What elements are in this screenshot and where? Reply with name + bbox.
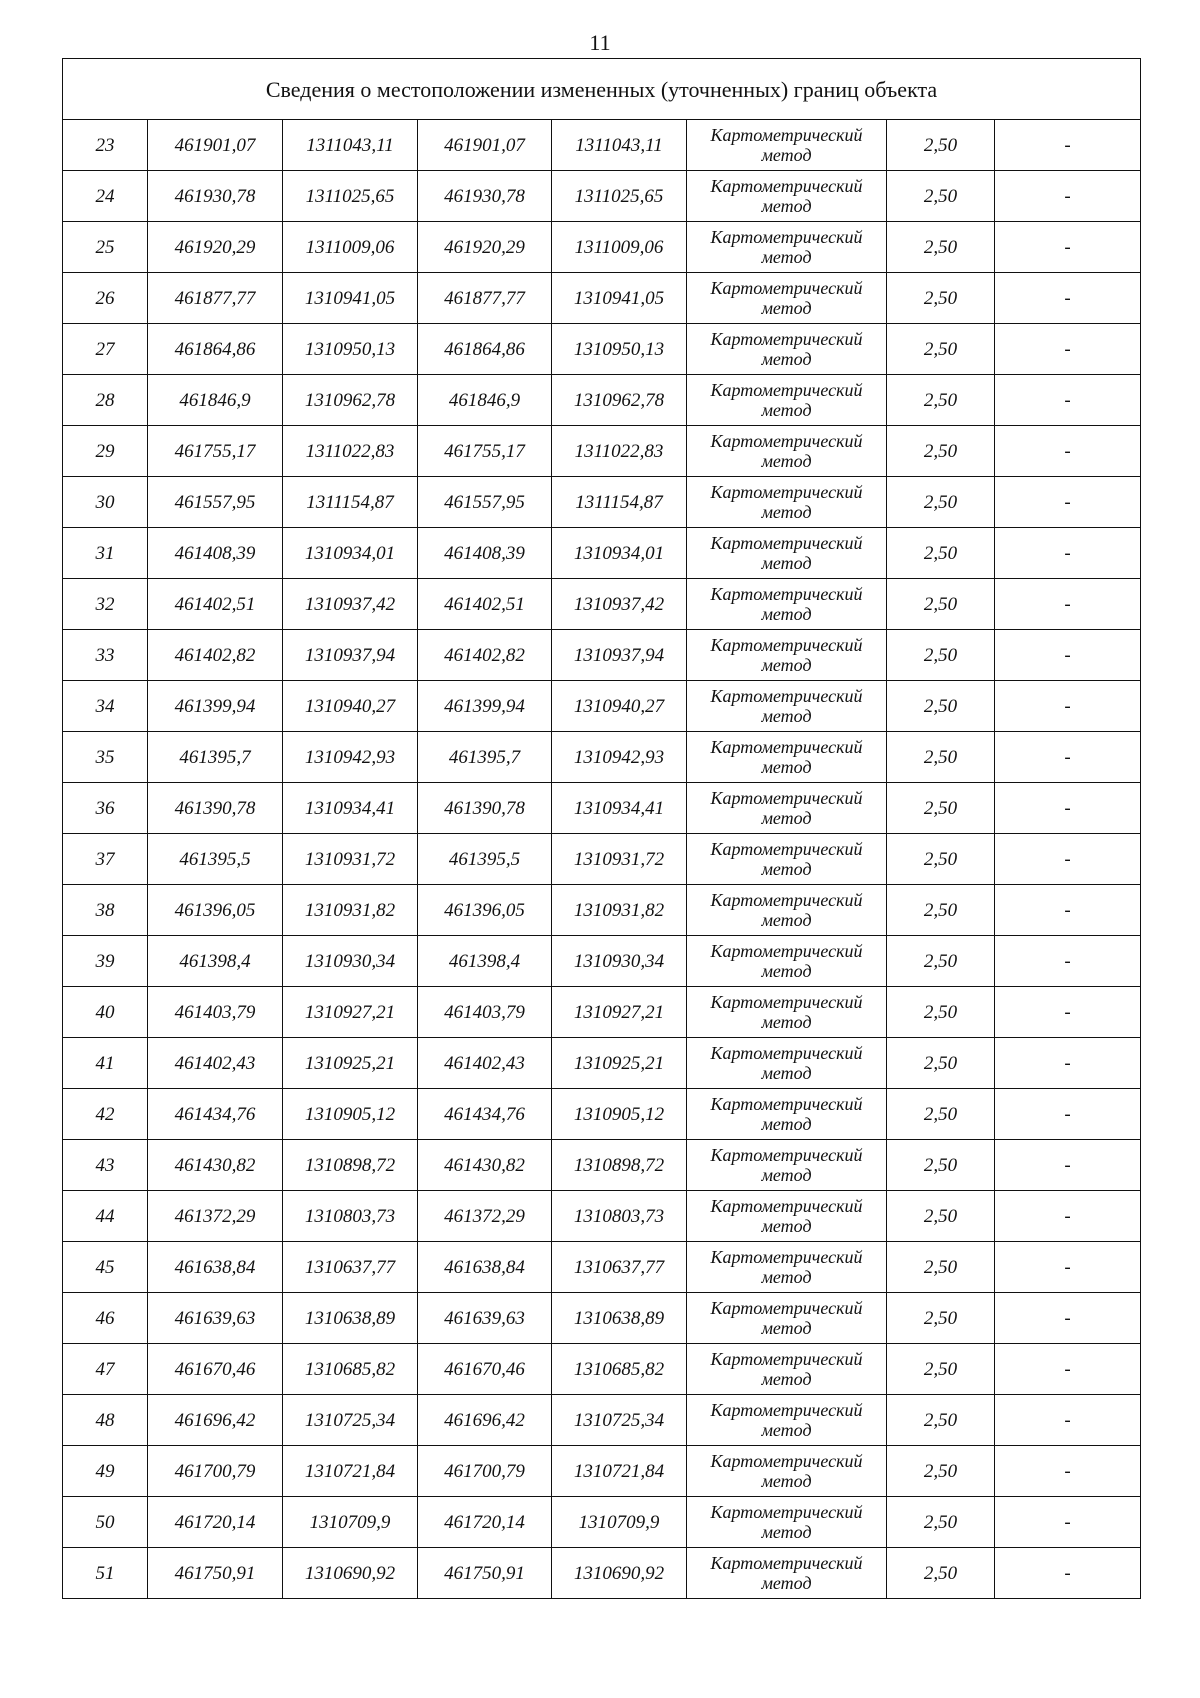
table-row	[63, 1548, 1141, 1599]
point-number-cell: 37	[63, 834, 148, 885]
method-cell: Картометрический метод	[687, 630, 887, 681]
accuracy-cell: 2,50	[887, 885, 995, 936]
point-number-cell: 33	[63, 630, 148, 681]
existing-x-cell: 461696,42	[148, 1395, 283, 1446]
point-number-cell: 32	[63, 579, 148, 630]
point-number-cell: 42	[63, 1089, 148, 1140]
note-cell: -	[995, 477, 1141, 528]
method-cell: Картометрический метод	[687, 885, 887, 936]
table-row	[63, 375, 1141, 426]
existing-x-cell: 461901,07	[148, 120, 283, 171]
existing-x-cell: 461930,78	[148, 171, 283, 222]
accuracy-cell: 2,50	[887, 936, 995, 987]
existing-y-cell: 1310941,05	[283, 273, 418, 324]
accuracy-cell: 2,50	[887, 528, 995, 579]
refined-x-cell: 461408,39	[418, 528, 552, 579]
refined-y-cell: 1310905,12	[552, 1089, 687, 1140]
refined-x-cell: 461696,42	[418, 1395, 552, 1446]
accuracy-cell: 2,50	[887, 1395, 995, 1446]
existing-y-cell: 1310925,21	[283, 1038, 418, 1089]
existing-x-cell: 461920,29	[148, 222, 283, 273]
note-cell: -	[995, 987, 1141, 1038]
point-number-cell: 50	[63, 1497, 148, 1548]
table-row	[63, 1242, 1141, 1293]
refined-x-cell: 461557,95	[418, 477, 552, 528]
method-cell: Картометрический метод	[687, 1395, 887, 1446]
method-cell: Картометрический метод	[687, 1497, 887, 1548]
existing-y-cell: 1311009,06	[283, 222, 418, 273]
point-number-cell: 35	[63, 732, 148, 783]
existing-y-cell: 1311043,11	[283, 120, 418, 171]
existing-y-cell: 1311154,87	[283, 477, 418, 528]
method-cell: Картометрический метод	[687, 324, 887, 375]
point-number-cell: 28	[63, 375, 148, 426]
refined-x-cell: 461864,86	[418, 324, 552, 375]
table-row	[63, 936, 1141, 987]
point-number-cell: 40	[63, 987, 148, 1038]
note-cell: -	[995, 1395, 1141, 1446]
note-cell: -	[995, 120, 1141, 171]
accuracy-cell: 2,50	[887, 1242, 995, 1293]
table-row	[63, 783, 1141, 834]
table-row	[63, 1140, 1141, 1191]
accuracy-cell: 2,50	[887, 579, 995, 630]
existing-y-cell: 1310937,42	[283, 579, 418, 630]
refined-y-cell: 1310638,89	[552, 1293, 687, 1344]
table-row	[63, 1089, 1141, 1140]
existing-y-cell: 1310950,13	[283, 324, 418, 375]
refined-y-cell: 1311009,06	[552, 222, 687, 273]
method-cell: Картометрический метод	[687, 477, 887, 528]
existing-y-cell: 1310930,34	[283, 936, 418, 987]
accuracy-cell: 2,50	[887, 681, 995, 732]
refined-x-cell: 461846,9	[418, 375, 552, 426]
method-cell: Картометрический метод	[687, 681, 887, 732]
existing-x-cell: 461408,39	[148, 528, 283, 579]
refined-y-cell: 1310927,21	[552, 987, 687, 1038]
table-row	[63, 987, 1141, 1038]
method-cell: Картометрический метод	[687, 375, 887, 426]
refined-y-cell: 1310931,72	[552, 834, 687, 885]
existing-x-cell: 461750,91	[148, 1548, 283, 1599]
existing-x-cell: 461395,7	[148, 732, 283, 783]
method-cell: Картометрический метод	[687, 1344, 887, 1395]
existing-x-cell: 461403,79	[148, 987, 283, 1038]
table-row	[63, 1344, 1141, 1395]
accuracy-cell: 2,50	[887, 834, 995, 885]
table-row	[63, 426, 1141, 477]
accuracy-cell: 2,50	[887, 1038, 995, 1089]
existing-x-cell: 461396,05	[148, 885, 283, 936]
point-number-cell: 36	[63, 783, 148, 834]
note-cell: -	[995, 936, 1141, 987]
refined-x-cell: 461877,77	[418, 273, 552, 324]
existing-x-cell: 461638,84	[148, 1242, 283, 1293]
table-row	[63, 1293, 1141, 1344]
accuracy-cell: 2,50	[887, 273, 995, 324]
method-cell: Картометрический метод	[687, 171, 887, 222]
note-cell: -	[995, 324, 1141, 375]
point-number-cell: 43	[63, 1140, 148, 1191]
point-number-cell: 34	[63, 681, 148, 732]
existing-y-cell: 1311025,65	[283, 171, 418, 222]
refined-x-cell: 461402,51	[418, 579, 552, 630]
table-caption-row	[63, 59, 1141, 120]
accuracy-cell: 2,50	[887, 477, 995, 528]
existing-x-cell: 461398,4	[148, 936, 283, 987]
accuracy-cell: 2,50	[887, 120, 995, 171]
method-cell: Картометрический метод	[687, 1242, 887, 1293]
existing-y-cell: 1310931,82	[283, 885, 418, 936]
existing-y-cell: 1310934,41	[283, 783, 418, 834]
existing-x-cell: 461846,9	[148, 375, 283, 426]
existing-x-cell: 461877,77	[148, 273, 283, 324]
refined-x-cell: 461639,63	[418, 1293, 552, 1344]
existing-x-cell: 461390,78	[148, 783, 283, 834]
method-cell: Картометрический метод	[687, 1191, 887, 1242]
table-row	[63, 1395, 1141, 1446]
method-cell: Картометрический метод	[687, 1140, 887, 1191]
existing-x-cell: 461395,5	[148, 834, 283, 885]
refined-x-cell: 461372,29	[418, 1191, 552, 1242]
refined-x-cell: 461396,05	[418, 885, 552, 936]
existing-y-cell: 1310942,93	[283, 732, 418, 783]
refined-x-cell: 461398,4	[418, 936, 552, 987]
existing-x-cell: 461755,17	[148, 426, 283, 477]
method-cell: Картометрический метод	[687, 579, 887, 630]
method-cell: Картометрический метод	[687, 936, 887, 987]
refined-y-cell: 1310940,27	[552, 681, 687, 732]
existing-x-cell: 461434,76	[148, 1089, 283, 1140]
method-cell: Картометрический метод	[687, 783, 887, 834]
note-cell: -	[995, 885, 1141, 936]
accuracy-cell: 2,50	[887, 1293, 995, 1344]
table-caption: Сведения о местоположении измененных (уточненных) границ объекта	[63, 59, 1141, 120]
refined-y-cell: 1310898,72	[552, 1140, 687, 1191]
existing-x-cell: 461372,29	[148, 1191, 283, 1242]
note-cell: -	[995, 732, 1141, 783]
existing-y-cell: 1310898,72	[283, 1140, 418, 1191]
note-cell: -	[995, 426, 1141, 477]
existing-y-cell: 1310934,01	[283, 528, 418, 579]
refined-x-cell: 461901,07	[418, 120, 552, 171]
refined-x-cell: 461638,84	[418, 1242, 552, 1293]
existing-y-cell: 1310685,82	[283, 1344, 418, 1395]
refined-y-cell: 1311025,65	[552, 171, 687, 222]
existing-y-cell: 1310803,73	[283, 1191, 418, 1242]
method-cell: Картометрический метод	[687, 273, 887, 324]
existing-x-cell: 461700,79	[148, 1446, 283, 1497]
refined-y-cell: 1310934,41	[552, 783, 687, 834]
refined-y-cell: 1310934,01	[552, 528, 687, 579]
method-cell: Картометрический метод	[687, 1548, 887, 1599]
note-cell: -	[995, 1191, 1141, 1242]
accuracy-cell: 2,50	[887, 1548, 995, 1599]
accuracy-cell: 2,50	[887, 1191, 995, 1242]
method-cell: Картометрический метод	[687, 834, 887, 885]
refined-x-cell: 461390,78	[418, 783, 552, 834]
method-cell: Картометрический метод	[687, 1089, 887, 1140]
note-cell: -	[995, 273, 1141, 324]
accuracy-cell: 2,50	[887, 171, 995, 222]
refined-y-cell: 1310941,05	[552, 273, 687, 324]
note-cell: -	[995, 1548, 1141, 1599]
accuracy-cell: 2,50	[887, 1089, 995, 1140]
note-cell: -	[995, 1497, 1141, 1548]
accuracy-cell: 2,50	[887, 324, 995, 375]
refined-y-cell: 1310690,92	[552, 1548, 687, 1599]
point-number-cell: 51	[63, 1548, 148, 1599]
refined-y-cell: 1310931,82	[552, 885, 687, 936]
table-row	[63, 732, 1141, 783]
method-cell: Картометрический метод	[687, 1293, 887, 1344]
refined-y-cell: 1310942,93	[552, 732, 687, 783]
accuracy-cell: 2,50	[887, 1497, 995, 1548]
existing-x-cell: 461557,95	[148, 477, 283, 528]
method-cell: Картометрический метод	[687, 120, 887, 171]
existing-y-cell: 1310940,27	[283, 681, 418, 732]
existing-y-cell: 1311022,83	[283, 426, 418, 477]
table-body	[63, 120, 1141, 1599]
existing-y-cell: 1310725,34	[283, 1395, 418, 1446]
point-number-cell: 27	[63, 324, 148, 375]
refined-x-cell: 461402,43	[418, 1038, 552, 1089]
method-cell: Картометрический метод	[687, 1446, 887, 1497]
existing-y-cell: 1310638,89	[283, 1293, 418, 1344]
note-cell: -	[995, 783, 1141, 834]
existing-y-cell: 1310927,21	[283, 987, 418, 1038]
refined-x-cell: 461430,82	[418, 1140, 552, 1191]
refined-y-cell: 1310937,42	[552, 579, 687, 630]
point-number-cell: 25	[63, 222, 148, 273]
method-cell: Картометрический метод	[687, 732, 887, 783]
table-row	[63, 1038, 1141, 1089]
existing-y-cell: 1310709,9	[283, 1497, 418, 1548]
refined-x-cell: 461920,29	[418, 222, 552, 273]
point-number-cell: 31	[63, 528, 148, 579]
page-number: 11	[589, 30, 611, 55]
table-row	[63, 630, 1141, 681]
refined-y-cell: 1310803,73	[552, 1191, 687, 1242]
note-cell: -	[995, 375, 1141, 426]
accuracy-cell: 2,50	[887, 630, 995, 681]
note-cell: -	[995, 834, 1141, 885]
point-number-cell: 41	[63, 1038, 148, 1089]
existing-y-cell: 1310721,84	[283, 1446, 418, 1497]
accuracy-cell: 2,50	[887, 1446, 995, 1497]
point-number-cell: 26	[63, 273, 148, 324]
refined-y-cell: 1310637,77	[552, 1242, 687, 1293]
table-row	[63, 1191, 1141, 1242]
note-cell: -	[995, 222, 1141, 273]
refined-x-cell: 461395,5	[418, 834, 552, 885]
existing-y-cell: 1310637,77	[283, 1242, 418, 1293]
refined-x-cell: 461395,7	[418, 732, 552, 783]
refined-x-cell: 461720,14	[418, 1497, 552, 1548]
existing-y-cell: 1310937,94	[283, 630, 418, 681]
table-row	[63, 171, 1141, 222]
note-cell: -	[995, 171, 1141, 222]
point-number-cell: 48	[63, 1395, 148, 1446]
refined-y-cell: 1310937,94	[552, 630, 687, 681]
table-row	[63, 120, 1141, 171]
refined-y-cell: 1310725,34	[552, 1395, 687, 1446]
point-number-cell: 29	[63, 426, 148, 477]
accuracy-cell: 2,50	[887, 987, 995, 1038]
accuracy-cell: 2,50	[887, 375, 995, 426]
existing-x-cell: 461402,82	[148, 630, 283, 681]
point-number-cell: 38	[63, 885, 148, 936]
boundary-coordinates-table	[62, 58, 1141, 1599]
note-cell: -	[995, 1293, 1141, 1344]
existing-x-cell: 461720,14	[148, 1497, 283, 1548]
table-row	[63, 834, 1141, 885]
refined-y-cell: 1310709,9	[552, 1497, 687, 1548]
accuracy-cell: 2,50	[887, 1344, 995, 1395]
refined-x-cell: 461402,82	[418, 630, 552, 681]
accuracy-cell: 2,50	[887, 732, 995, 783]
refined-x-cell: 461930,78	[418, 171, 552, 222]
refined-x-cell: 461399,94	[418, 681, 552, 732]
existing-x-cell: 461639,63	[148, 1293, 283, 1344]
existing-y-cell: 1310905,12	[283, 1089, 418, 1140]
refined-y-cell: 1310925,21	[552, 1038, 687, 1089]
point-number-cell: 49	[63, 1446, 148, 1497]
refined-y-cell: 1310685,82	[552, 1344, 687, 1395]
existing-x-cell: 461402,51	[148, 579, 283, 630]
point-number-cell: 23	[63, 120, 148, 171]
note-cell: -	[995, 579, 1141, 630]
table-row	[63, 477, 1141, 528]
existing-y-cell: 1310690,92	[283, 1548, 418, 1599]
point-number-cell: 24	[63, 171, 148, 222]
method-cell: Картометрический метод	[687, 1038, 887, 1089]
existing-x-cell: 461430,82	[148, 1140, 283, 1191]
point-number-cell: 47	[63, 1344, 148, 1395]
refined-y-cell: 1310930,34	[552, 936, 687, 987]
table-row	[63, 528, 1141, 579]
existing-x-cell: 461399,94	[148, 681, 283, 732]
accuracy-cell: 2,50	[887, 783, 995, 834]
refined-x-cell: 461434,76	[418, 1089, 552, 1140]
refined-x-cell: 461755,17	[418, 426, 552, 477]
table-row	[63, 1446, 1141, 1497]
point-number-cell: 46	[63, 1293, 148, 1344]
note-cell: -	[995, 528, 1141, 579]
note-cell: -	[995, 1038, 1141, 1089]
table-row	[63, 273, 1141, 324]
refined-y-cell: 1310962,78	[552, 375, 687, 426]
refined-x-cell: 461750,91	[418, 1548, 552, 1599]
point-number-cell: 30	[63, 477, 148, 528]
existing-y-cell: 1310962,78	[283, 375, 418, 426]
method-cell: Картометрический метод	[687, 426, 887, 477]
note-cell: -	[995, 1446, 1141, 1497]
refined-x-cell: 461700,79	[418, 1446, 552, 1497]
table-row	[63, 1497, 1141, 1548]
refined-y-cell: 1310721,84	[552, 1446, 687, 1497]
point-number-cell: 45	[63, 1242, 148, 1293]
existing-y-cell: 1310931,72	[283, 834, 418, 885]
refined-y-cell: 1311022,83	[552, 426, 687, 477]
note-cell: -	[995, 1140, 1141, 1191]
accuracy-cell: 2,50	[887, 426, 995, 477]
note-cell: -	[995, 630, 1141, 681]
method-cell: Картометрический метод	[687, 987, 887, 1038]
note-cell: -	[995, 1089, 1141, 1140]
method-cell: Картометрический метод	[687, 222, 887, 273]
note-cell: -	[995, 681, 1141, 732]
existing-x-cell: 461402,43	[148, 1038, 283, 1089]
existing-x-cell: 461864,86	[148, 324, 283, 375]
table-row	[63, 222, 1141, 273]
table-row	[63, 324, 1141, 375]
point-number-cell: 39	[63, 936, 148, 987]
refined-y-cell: 1311043,11	[552, 120, 687, 171]
refined-y-cell: 1310950,13	[552, 324, 687, 375]
note-cell: -	[995, 1242, 1141, 1293]
existing-x-cell: 461670,46	[148, 1344, 283, 1395]
accuracy-cell: 2,50	[887, 1140, 995, 1191]
table-row	[63, 885, 1141, 936]
refined-x-cell: 461670,46	[418, 1344, 552, 1395]
refined-x-cell: 461403,79	[418, 987, 552, 1038]
refined-y-cell: 1311154,87	[552, 477, 687, 528]
table-row	[63, 579, 1141, 630]
note-cell: -	[995, 1344, 1141, 1395]
method-cell: Картометрический метод	[687, 528, 887, 579]
accuracy-cell: 2,50	[887, 222, 995, 273]
table-row	[63, 681, 1141, 732]
point-number-cell: 44	[63, 1191, 148, 1242]
